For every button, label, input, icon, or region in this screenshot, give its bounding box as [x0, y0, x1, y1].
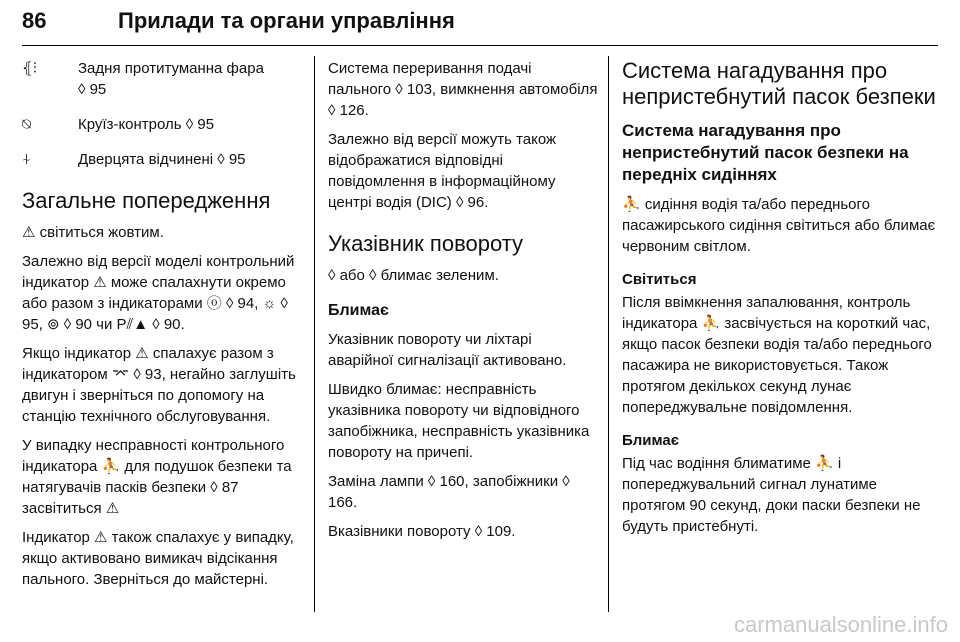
list-item: [22, 58, 304, 100]
column-1: [22, 58, 304, 590]
section-heading: Система нагадування про непристебнутий пасок безпеки: [622, 58, 936, 109]
paragraph: Залежно від версії можуть також відображатися відповідні повідомлення в інформаційному центрі водія (DIC) ◊ 96.: [328, 131, 557, 211]
paragraph: Якщо індикатор ⚠ спалахує разом з індикатором ⌤ ◊ 93, негайно заглушіть двигун і зверніться по допомогу на станцію технічного обслуговування.: [22, 345, 296, 425]
paragraph: Система переривання подачі пального ◊ 103, вимкнення автомобіля ◊ 126.: [328, 60, 598, 119]
paragraph: Вказівники повороту ◊ 109.: [328, 523, 516, 540]
label-heading: Світиться: [622, 271, 697, 288]
paragraph: Указівник повороту чи ліхтарі аварійної сигналізації активовано.: [328, 331, 567, 369]
section-heading: Загальне попередження: [22, 188, 271, 213]
list-item: [22, 114, 304, 135]
column-3: [622, 58, 940, 537]
page-reference[interactable]: ◊ 95: [217, 151, 246, 168]
header-rule: [22, 45, 938, 46]
section-heading: Указівник повороту: [328, 231, 524, 256]
paragraph: У випадку несправності контрольного індикатора ⛹ для подушок безпеки та натягувачів пасків безпеки ◊ 87 засвітиться ⚠: [22, 437, 292, 517]
paragraph: Після ввімкнення запалювання, контроль індикатора ⛹ засвічується на короткий час, якщо пасок безпеки водія та/або переднього пасажира не використовується. Також протягом декількох секунд лунає попереджувальне повідомлення.: [622, 294, 932, 416]
paragraph: ⛹ сидіння водія та/або переднього пасажирського сидіння світиться або блимає червоним світлом.: [622, 196, 936, 255]
indicator-text: Задня протитуманна фара: [78, 60, 264, 77]
column-divider-2: [608, 56, 609, 612]
rear-fog-light-icon: ⦃⫶: [22, 60, 37, 77]
paragraph: Заміна лампи ◊ 160, запобіжники ◊ 166.: [328, 473, 570, 511]
paragraph: Швидко блимає: несправність указівника повороту чи відповідного запобіжника, несправність указівника повороту на причепі.: [328, 381, 590, 461]
subsection-heading: Система нагадування про непристебнутий пасок безпеки на передніх сидіннях: [622, 121, 909, 184]
page-title: Прилади та органи управління: [118, 8, 455, 33]
page-header: [22, 8, 938, 48]
watermark: carmanualsonline.info: [733, 612, 948, 637]
page-number: 86: [22, 8, 47, 33]
indicator-text: Круїз-контроль: [78, 116, 182, 133]
page-reference[interactable]: ◊ 95: [78, 81, 107, 98]
cruise-control-icon: ⍉: [22, 116, 32, 133]
indicator-list: [22, 58, 304, 170]
paragraph: Індикатор ⚠ також спалахує у випадку, якщо активовано вимикач відсікання пального. Зверніться до майстерні.: [22, 529, 294, 588]
label-heading: Блимає: [622, 432, 680, 449]
paragraph: Під час водіння блиматиме ⛹ і попереджувальний сигнал лунатиме протягом 90 секунд, доки паски безпеки не будуть пристебнуті.: [622, 455, 921, 535]
paragraph: ◊ або ◊ блимає зеленим.: [328, 267, 499, 284]
column-2: [328, 58, 598, 542]
paragraph: ⚠ світиться жовтим.: [22, 224, 164, 241]
paragraph: Залежно від версії моделі контрольний індикатор ⚠ може спалахнути окремо або разом з індикаторами ⓞ ◊ 94, ☼ ◊ 95, ⊚ ◊ 90 чи P⫽▲ ◊ 90.: [22, 253, 295, 333]
page-reference[interactable]: ◊ 95: [185, 116, 215, 133]
subheading: Блимає: [328, 302, 389, 319]
column-divider-1: [314, 56, 315, 612]
door-open-icon: ⍭: [22, 151, 32, 168]
list-item: [22, 149, 304, 170]
indicator-text: Дверцята відчинені: [78, 151, 214, 168]
